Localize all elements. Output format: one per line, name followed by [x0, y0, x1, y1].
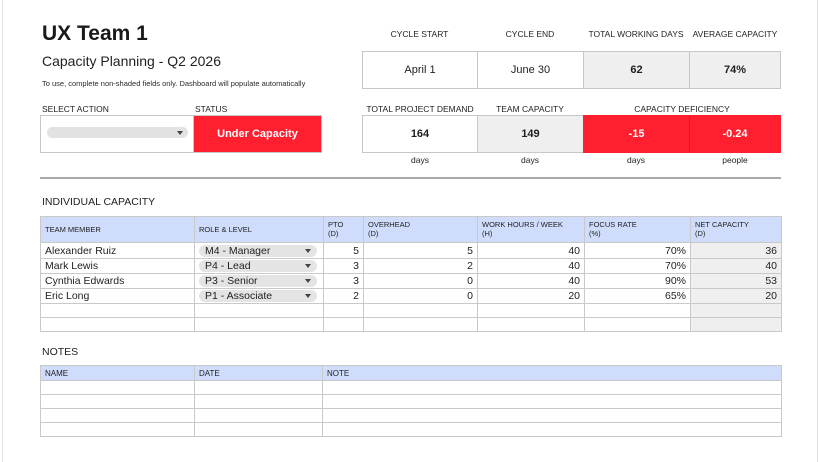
focus-cell[interactable]	[585, 318, 691, 332]
table-header-row	[41, 217, 782, 243]
note-date-cell[interactable]	[195, 381, 323, 395]
note-name-cell[interactable]	[41, 423, 195, 437]
table-row-empty	[41, 318, 782, 332]
net-capacity-cell	[691, 318, 782, 332]
col-pto: PTO (D)	[324, 217, 364, 243]
total-working-days-value: 62	[583, 51, 690, 89]
chevron-down-icon	[305, 264, 311, 268]
note-name-cell[interactable]	[41, 409, 195, 423]
hours-cell[interactable]: 40	[478, 259, 585, 274]
notes-row	[41, 381, 782, 395]
notes-header-row	[41, 366, 782, 381]
select-action-label: SELECT ACTION	[42, 104, 109, 114]
note-name-cell[interactable]	[41, 395, 195, 409]
col-work-hours: WORK HOURS / WEEK (H)	[478, 217, 585, 243]
table-row	[41, 243, 782, 259]
chevron-down-icon	[305, 279, 311, 283]
member-cell[interactable]	[41, 304, 195, 318]
member-cell[interactable]: Eric Long	[41, 289, 195, 304]
page-subtitle: Capacity Planning - Q2 2026	[42, 53, 221, 69]
col-team-member: TEAM MEMBER	[41, 217, 195, 243]
hours-cell[interactable]: 40	[478, 274, 585, 289]
note-text-cell[interactable]	[323, 395, 782, 409]
role-cell	[195, 259, 324, 274]
section-divider	[40, 177, 781, 179]
net-capacity-cell	[691, 304, 782, 318]
capacity-deficiency-days: -15	[583, 115, 690, 153]
col-name: NAME	[41, 366, 195, 381]
pto-cell[interactable]: 3	[324, 259, 364, 274]
focus-cell[interactable]: 70%	[585, 243, 691, 259]
net-capacity-cell: 40	[691, 259, 782, 274]
member-cell[interactable]	[41, 318, 195, 332]
role-dropdown[interactable]: M4 - Manager	[199, 245, 317, 257]
note-text-cell[interactable]	[323, 409, 782, 423]
chevron-down-icon	[305, 249, 311, 253]
notes-row	[41, 395, 782, 409]
focus-cell[interactable]: 70%	[585, 259, 691, 274]
chevron-down-icon	[305, 294, 311, 298]
net-capacity-cell: 36	[691, 243, 782, 259]
pto-cell[interactable]: 3	[324, 274, 364, 289]
notes-table	[40, 365, 782, 437]
col-overhead: OVERHEAD (D)	[364, 217, 478, 243]
note-name-cell[interactable]	[41, 381, 195, 395]
status-label: STATUS	[195, 104, 228, 114]
role-cell	[195, 274, 324, 289]
member-cell[interactable]: Cynthia Edwards	[41, 274, 195, 289]
role-cell[interactable]	[195, 318, 324, 332]
page-border-right	[817, 0, 818, 462]
overhead-cell[interactable]	[364, 318, 478, 332]
cycle-end-field[interactable]: June 30	[477, 51, 584, 89]
hours-cell[interactable]	[478, 304, 585, 318]
cycle-start-field[interactable]: April 1	[362, 51, 478, 89]
member-cell[interactable]: Alexander Ruiz	[41, 243, 195, 259]
deficiency-days-unit: days	[627, 155, 645, 165]
member-cell[interactable]: Mark Lewis	[41, 259, 195, 274]
total-working-days-label: TOTAL WORKING DAYS	[588, 29, 684, 39]
overhead-cell[interactable]: 2	[364, 259, 478, 274]
overhead-cell[interactable]: 0	[364, 289, 478, 304]
page-border-left	[2, 0, 3, 462]
notes-row	[41, 409, 782, 423]
role-cell	[195, 289, 324, 304]
average-capacity-value: 74%	[689, 51, 781, 89]
demand-unit: days	[411, 155, 429, 165]
overhead-cell[interactable]: 0	[364, 274, 478, 289]
team-capacity-unit: days	[521, 155, 539, 165]
role-cell[interactable]	[195, 304, 324, 318]
instructions-text: To use, complete non-shaded fields only. Dashboard will populate automatically	[42, 79, 306, 88]
pto-cell[interactable]	[324, 304, 364, 318]
capacity-deficiency-label: CAPACITY DEFICIENCY	[634, 104, 730, 114]
table-row-empty	[41, 304, 782, 318]
net-capacity-cell: 20	[691, 289, 782, 304]
pto-cell[interactable]: 2	[324, 289, 364, 304]
table-row	[41, 259, 782, 274]
note-text-cell[interactable]	[323, 381, 782, 395]
role-dropdown[interactable]: P1 - Associate	[199, 290, 317, 302]
pto-cell[interactable]: 5	[324, 243, 364, 259]
deficiency-people-unit: people	[722, 155, 748, 165]
notes-title: NOTES	[42, 346, 79, 358]
overhead-cell[interactable]	[364, 304, 478, 318]
team-capacity-value: 149	[477, 115, 584, 153]
col-note: NOTE	[323, 366, 782, 381]
note-date-cell[interactable]	[195, 423, 323, 437]
total-project-demand-field[interactable]: 164	[362, 115, 478, 153]
pto-cell[interactable]	[324, 318, 364, 332]
capacity-deficiency-people: -0.24	[689, 115, 781, 153]
note-date-cell[interactable]	[195, 395, 323, 409]
focus-cell[interactable]	[585, 304, 691, 318]
hours-cell[interactable]	[478, 318, 585, 332]
role-cell	[195, 243, 324, 259]
notes-row	[41, 423, 782, 437]
col-date: DATE	[195, 366, 323, 381]
page-title: UX Team 1	[42, 22, 148, 45]
table-row	[41, 289, 782, 304]
note-text-cell[interactable]	[323, 423, 782, 437]
overhead-cell[interactable]: 5	[364, 243, 478, 259]
individual-capacity-table	[40, 216, 782, 332]
individual-capacity-title: INDIVIDUAL CAPACITY	[42, 196, 156, 208]
note-date-cell[interactable]	[195, 409, 323, 423]
col-focus-rate: FOCUS RATE (%)	[585, 217, 691, 243]
col-role-level: ROLE & LEVEL	[195, 217, 324, 243]
chevron-down-icon	[177, 131, 183, 135]
net-capacity-cell: 53	[691, 274, 782, 289]
select-action-dropdown[interactable]	[47, 127, 188, 138]
role-dropdown[interactable]: P4 - Lead	[199, 260, 317, 272]
team-capacity-label: TEAM CAPACITY	[496, 104, 564, 114]
cycle-end-label: CYCLE END	[505, 29, 555, 39]
cycle-start-label: CYCLE START	[390, 29, 449, 39]
status-badge: Under Capacity	[193, 115, 322, 153]
focus-cell[interactable]: 65%	[585, 289, 691, 304]
focus-cell[interactable]: 90%	[585, 274, 691, 289]
table-row	[41, 274, 782, 289]
hours-cell[interactable]: 40	[478, 243, 585, 259]
average-capacity-label: AVERAGE CAPACITY	[692, 29, 778, 39]
col-net-capacity: NET CAPACITY (D)	[691, 217, 782, 243]
total-project-demand-label: TOTAL PROJECT DEMAND	[366, 104, 474, 114]
hours-cell[interactable]: 20	[478, 289, 585, 304]
role-dropdown[interactable]: P3 - Senior	[199, 275, 317, 287]
